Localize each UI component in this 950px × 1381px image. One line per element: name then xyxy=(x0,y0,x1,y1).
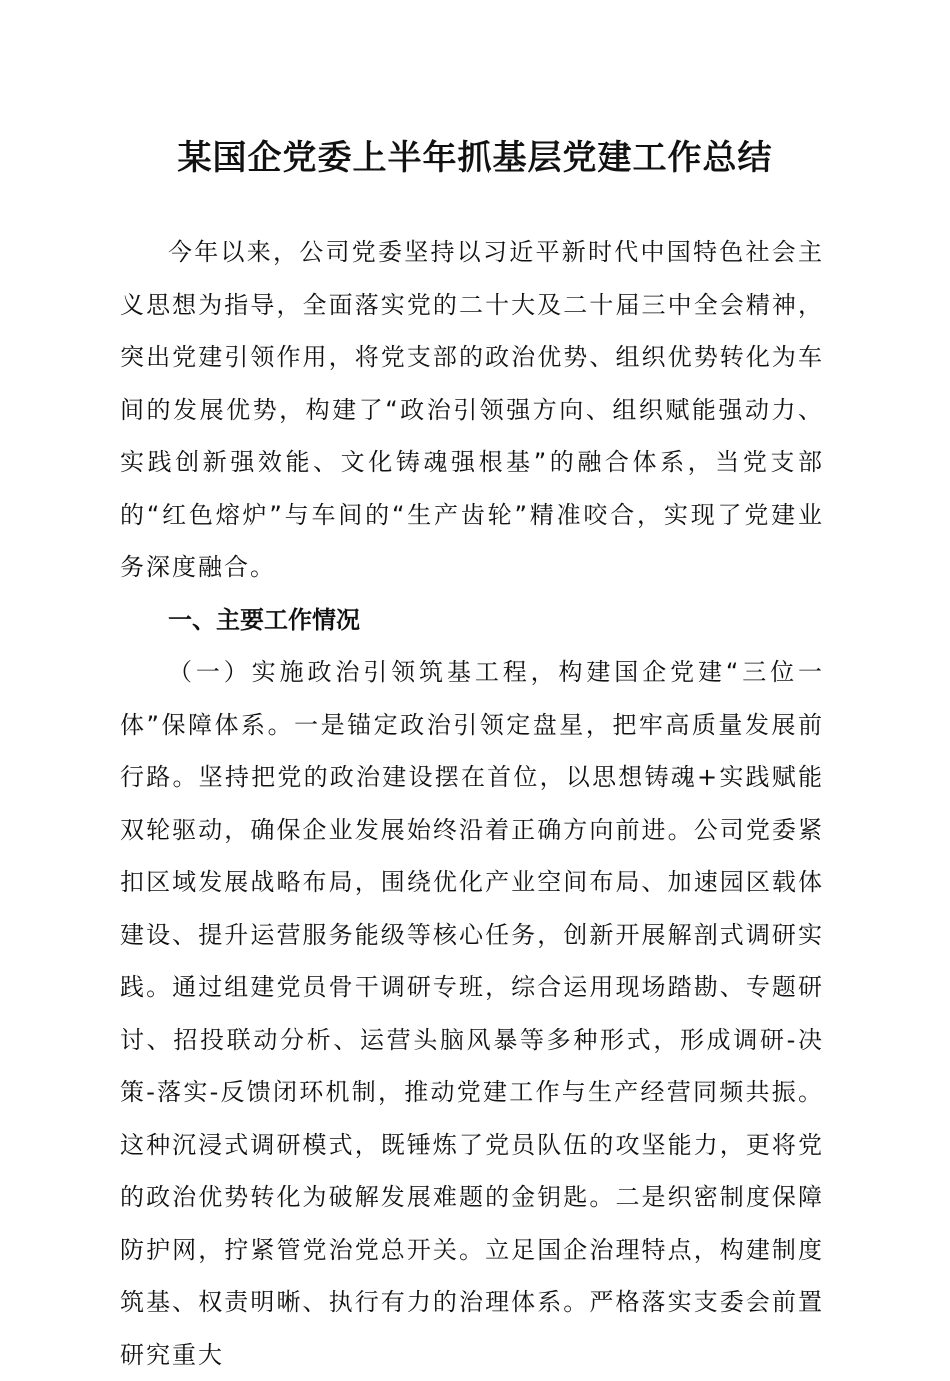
document-body xyxy=(120,226,824,1381)
section-heading: 一、主要工作情况 xyxy=(168,605,360,634)
document-title: 某国企党委上半年抓基层党建工作总结 xyxy=(177,138,773,178)
intro-paragraph: 今年以来，公司党委坚持以习近平新时代中国特色社会主义思想为指导，全面落实党的二十大及二十届三中全会精神，突出党建引领作用，将党支部的政治优势、组织优势转化为车间的发展优势，构建了“政治引领强方向、组织赋能强动力、实践创新强效能、文化铸魂强根基”的融合体系，当党支部的“红色熔炉”与车间的“生产齿轮”精准咬合，实现了党建业务深度融合。 xyxy=(120,238,824,581)
section-paragraph: （一）实施政治引领筑基工程，构建国企党建“三位一体”保障体系。一是锚定政治引领定盘星，把牢高质量发展前行路。坚持把党的政治建设摆在首位，以思想铸魂+实践赋能双轮驱动，确保企业发展始终沿着正确方向前进。公司党委紧扣区域发展战略布局，围绕优化产业空间布局、加速园区载体建设、提升运营服务能级等核心任务，创新开展解剖式调研实践。通过组建党员骨干调研专班，综合运用现场踏勘、专题研讨、招投联动分析、运营头脑风暴等多种形式，形成调研-决策-落实-反馈闭环机制，推动党建工作与生产经营同频共振。这种沉浸式调研模式，既锤炼了党员队伍的攻坚能力，更将党的政治优势转化为破解发展难题的金钥匙。二是织密制度保障防护网，拧紧管党治党总开关。立足国企治理特点，构建制度筑基、权责明晰、执行有力的治理体系。严格落实支委会前置研究重大 xyxy=(120,658,824,1369)
